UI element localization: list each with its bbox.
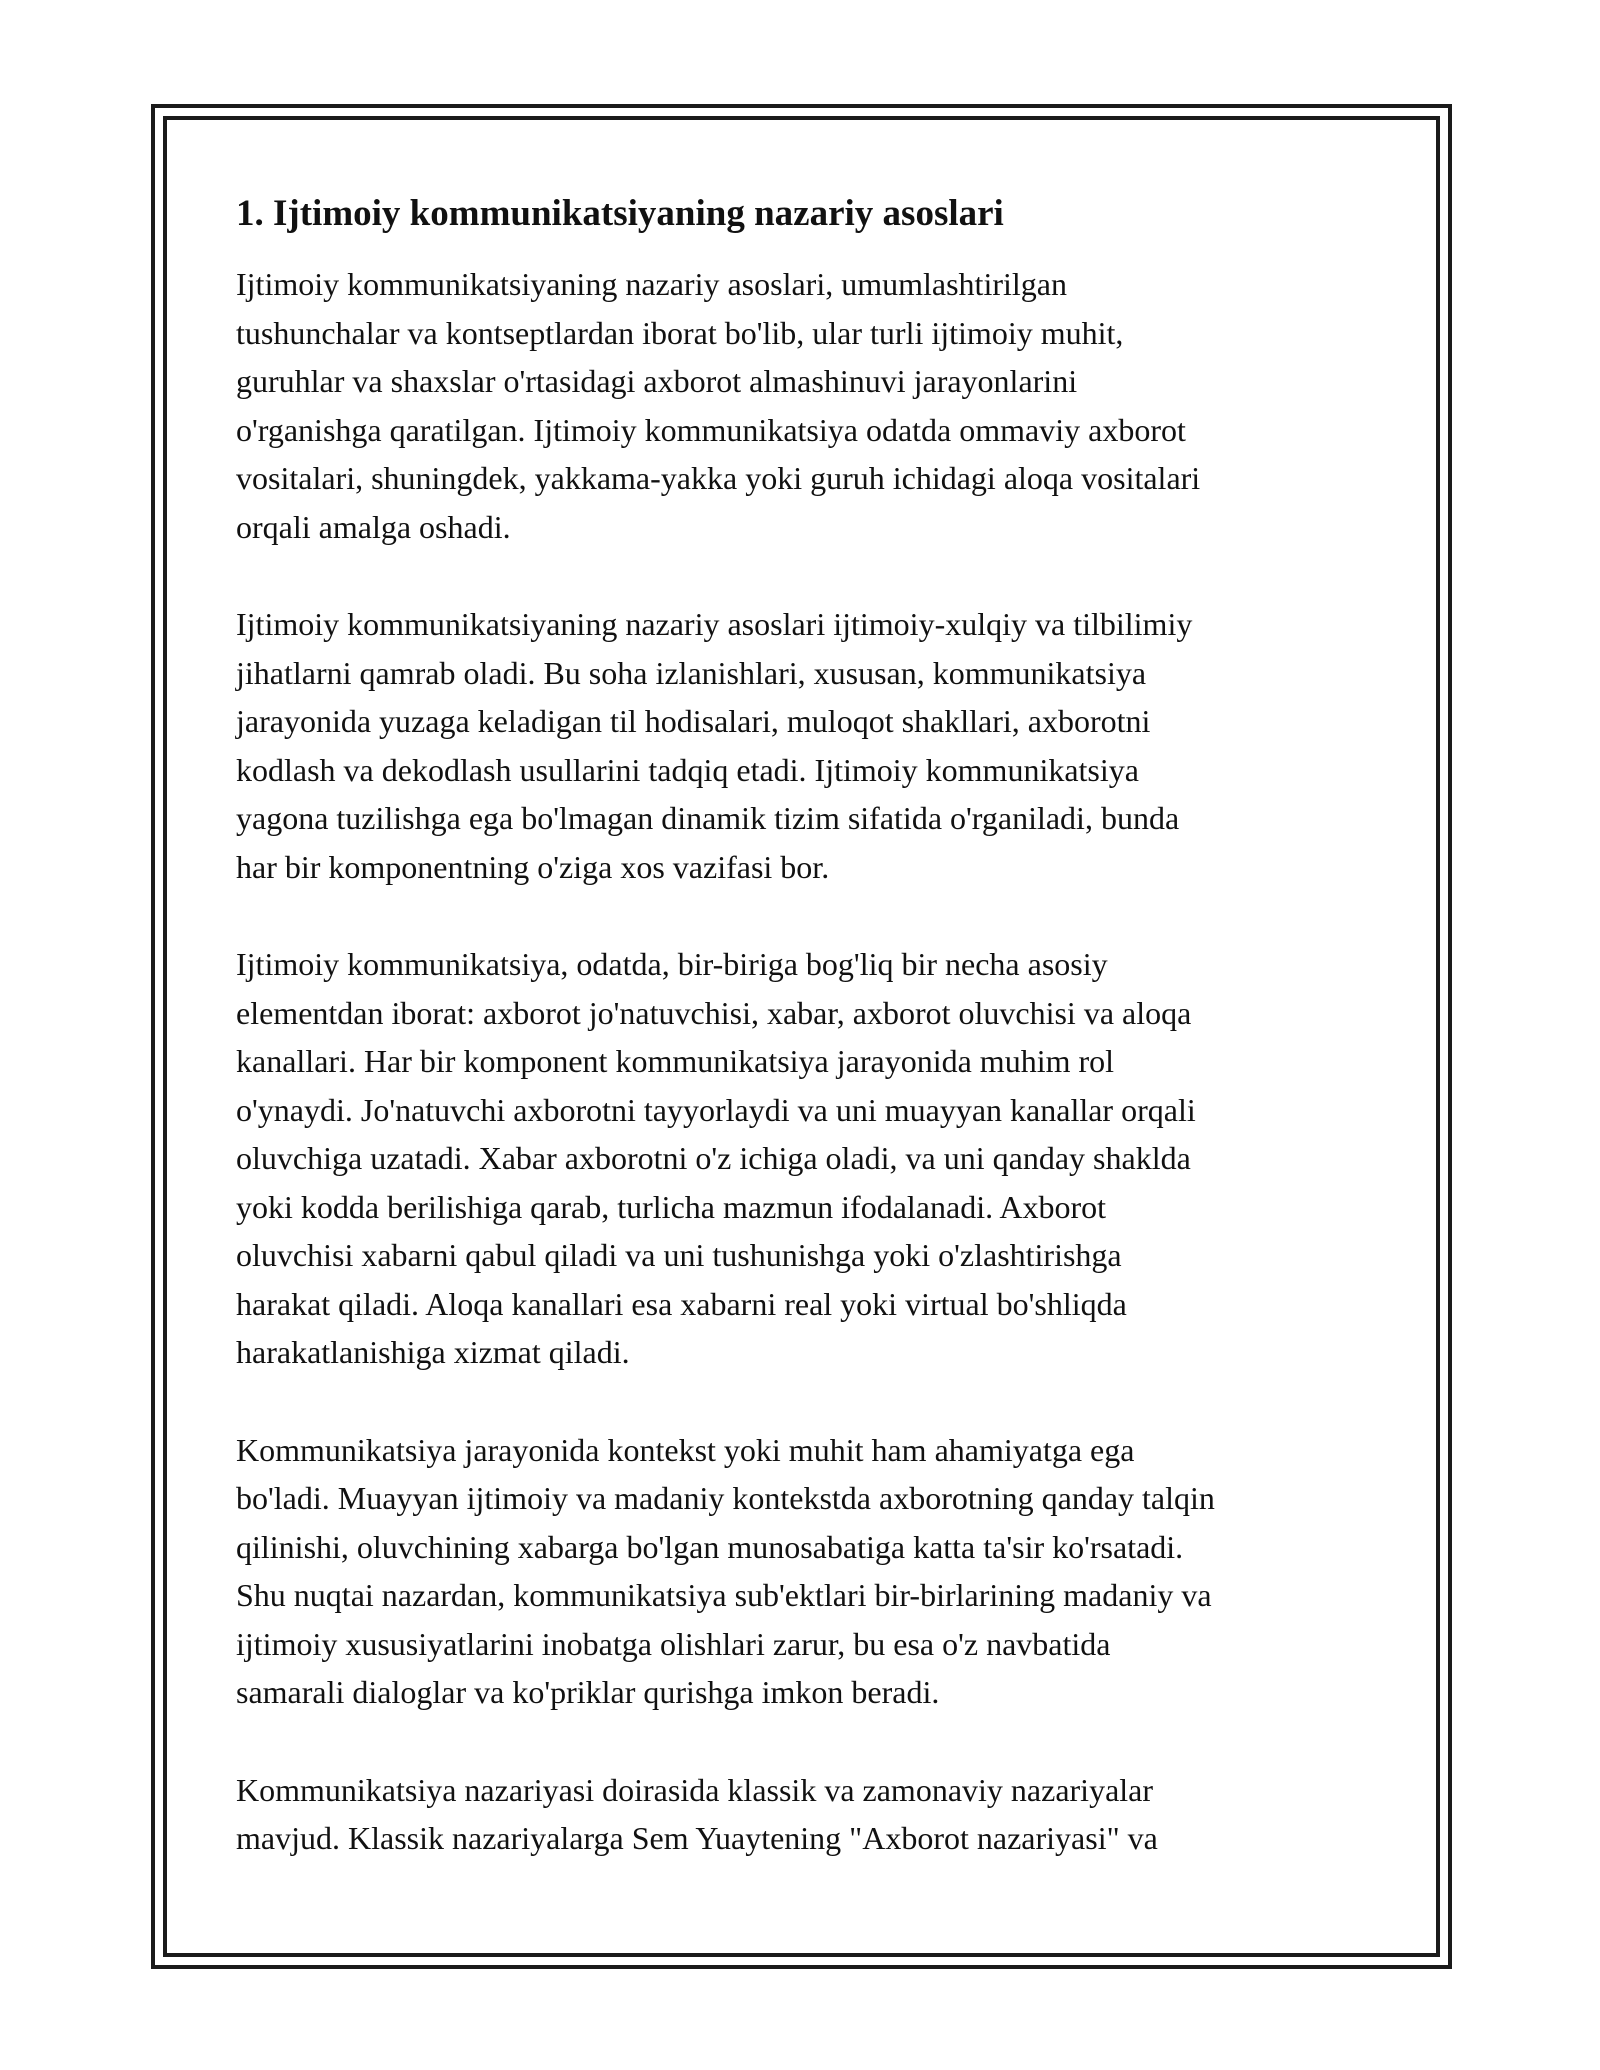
section-heading: 1. Ijtimoiy kommunikatsiyaning nazariy asoslari [236,193,1004,234]
paragraph-3: Ijtimoiy kommunikatsiya, odatda, bir-biriga bog'liq bir necha asosiy elementdan iborat: axborot jo'natuvchisi, xabar, axborot oluvchisi va aloqa kanallari. Har bir komponent kommunikatsiya jarayonida muhim rol o'ynaydi. Jo'natuvchi axborotni tayyorlaydi va uni muayyan kanallar orqali oluvchiga uzatadi. Xabar axborotni o'z ichiga oladi, va uni qanday shaklda yoki kodda berilishiga qarab, turlicha mazmun ifodalanadi. Axborot oluvchisi xabarni qabul qiladi va uni tushunishga yoki o'zlashtirishga harakat qiladi. Aloqa kanallari esa xabarni real yoki virtual bo'shliqda harakatlanishiga xizmat qiladi. [236,946,1196,1370]
paragraph-1: Ijtimoiy kommunikatsiyaning nazariy asoslari, umumlashtirilgan tushunchalar va kontseptlardan iborat bo'lib, ular turli ijtimoiy muhit, guruhlar va shaxslar o'rtasidagi axborot almashinuvi jarayonlarini o'rganishga qaratilgan. Ijtimoiy kommunikatsiya odatda ommaviy axborot vositalari, shuningdek, yakkama-yakka yoki guruh ichidagi aloqa vositalari orqali amalga oshadi. [236,266,1201,545]
paragraph-5: Kommunikatsiya nazariyasi doirasida klassik va zamonaviy nazariyalar mavjud. Klassik nazariyalarga Sem Yuaytening "Axborot nazariyasi" va [236,1771,1158,1856]
document-body [236,190,1366,1863]
paragraph-2: Ijtimoiy kommunikatsiyaning nazariy asoslari ijtimoiy-xulqiy va tilbilimiy jihatlarni qamrab oladi. Bu soha izlanishlari, xususan, kommunikatsiya jarayonida yuzaga keladigan til hodisalari, muloqot shakllari, axborotni kodlash va dekodlash usullarini tadqiq etadi. Ijtimoiy kommunikatsiya yagona tuzilishga ega bo'lmagan dinamik tizim sifatida o'rganiladi, bunda har bir komponentning o'ziga xos vazifasi bor. [236,606,1193,885]
paragraph-4: Kommunikatsiya jarayonida kontekst yoki muhit ham ahamiyatga ega bo'ladi. Muayyan ijtimoiy va madaniy kontekstda axborotning qanday talqin qilinishi, oluvchining xabarga bo'lgan munosabatiga katta ta'sir ko'rsatadi. Shu nuqtai nazardan, kommunikatsiya sub'ektlari bir-birlarining madaniy va ijtimoiy xususiyatlarini inobatga olishlari zarur, bu esa o'z navbatida samarali dialoglar va ko'priklar qurishga imkon beradi. [236,1431,1215,1710]
